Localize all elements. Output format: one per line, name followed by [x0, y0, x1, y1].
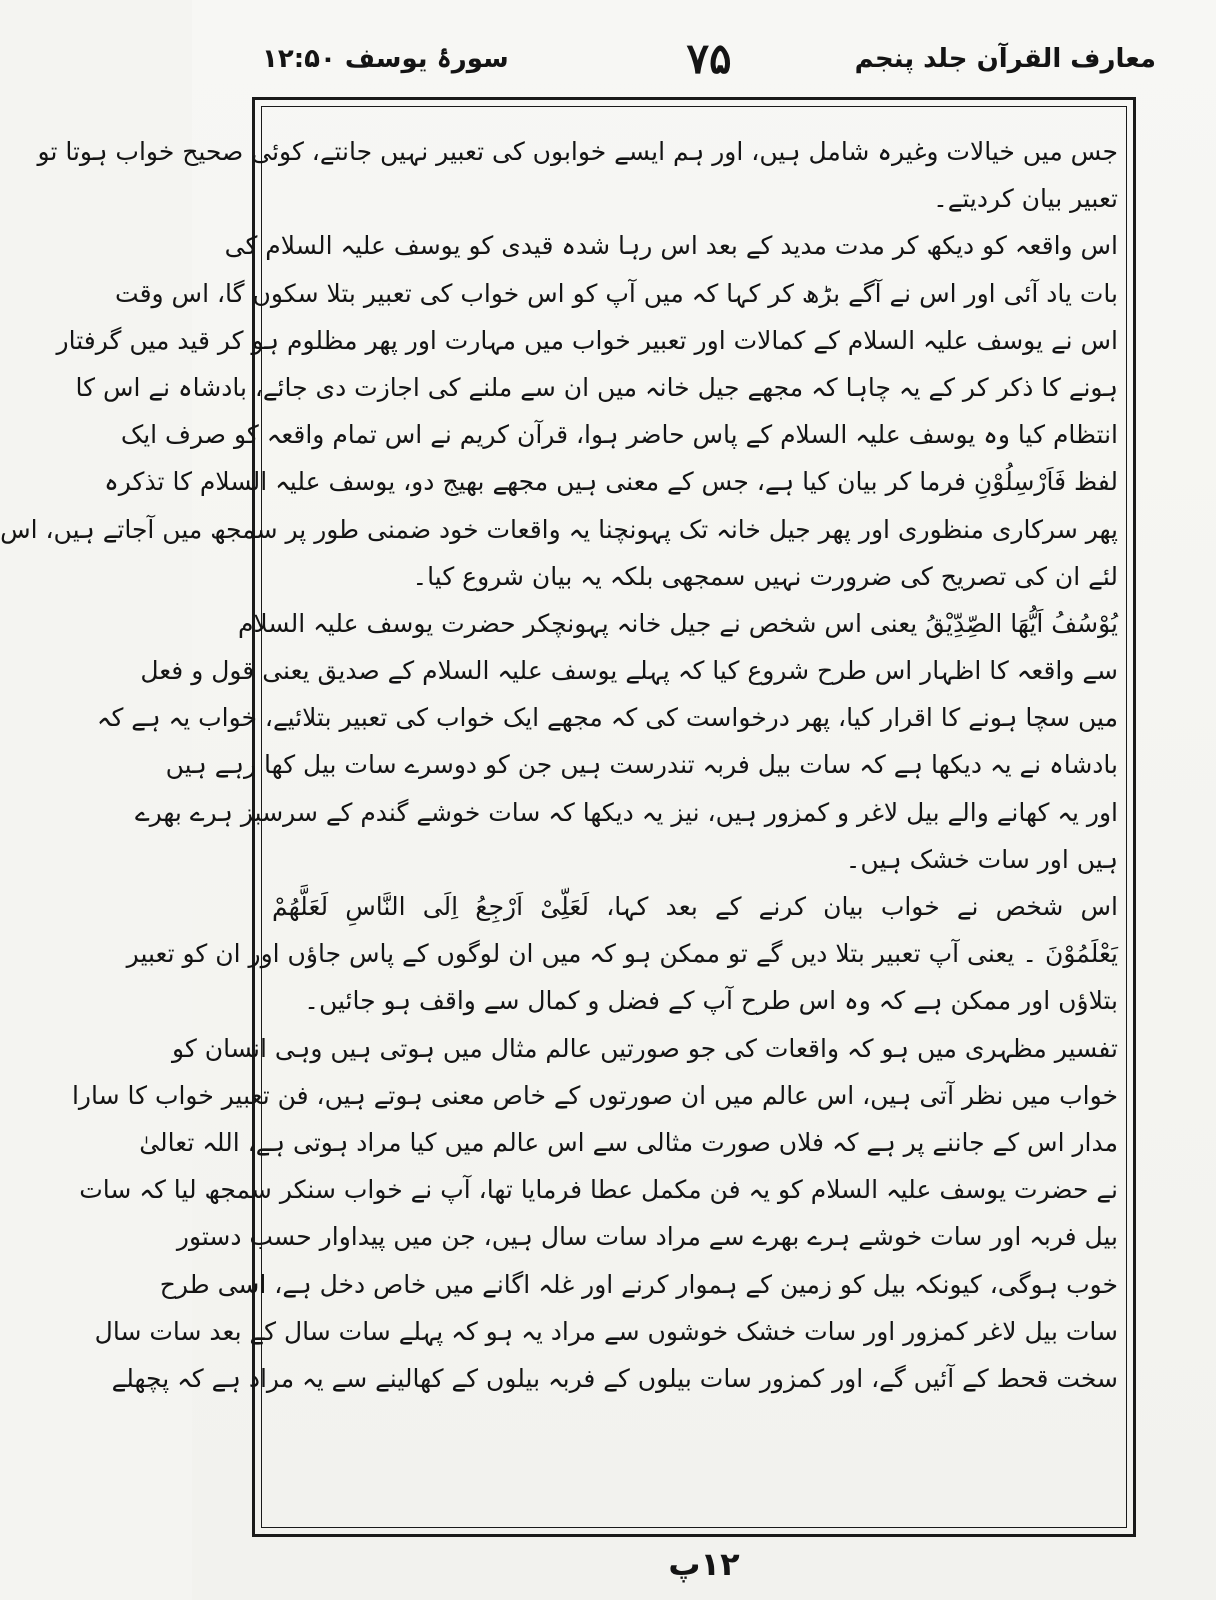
text-line: نے حضرت یوسف علیہ السلام کو یہ فن مکمل عطا فرمایا تھا، آپ نے خواب سنکر سمجھ لیا کہ سات — [79, 1175, 1118, 1205]
surah-reference: سورۂ یوسف ۱۲:۵۰ — [262, 44, 509, 74]
text-line: سے واقعہ کا اظہار اس طرح شروع کیا کہ پہلے یوسف علیہ السلام کے صدیق یعنی قول و فعل — [140, 656, 1118, 686]
running-header — [262, 34, 1156, 90]
text-line: سات بیل لاغر کمزور اور سات خشک خوشوں سے مراد یہ ہو کہ پہلے سات سال کے بعد سات سال — [94, 1316, 1118, 1346]
parah-marker: ۱۲پ — [668, 1545, 740, 1583]
text-line: بیل فربہ اور سات خوشے ہرے بھرے سے مراد سات سال ہیں، جن میں پیداوار حسب دستور — [176, 1222, 1118, 1252]
text-line: لئے ان کی تصریح کی ضرورت نہیں سمجھی بلکہ یہ بیان شروع کیا۔ — [412, 561, 1118, 591]
text-line: اس نے یوسف علیہ السلام کے کمالات اور تعبیر خواب میں مہارت اور پھر مظلوم ہو کر قید میں گرفتار — [56, 325, 1118, 355]
text-line: یَعْلَمُوْنَ ۔ یعنی آپ تعبیر بتلا دیں گے تو ممکن ہو کہ میں ان لوگوں کے پاس جاؤں اور ان کو تعبیر — [126, 939, 1118, 969]
text-line: مدار اس کے جاننے پر ہے کہ فلاں صورت مثالی سے اس عالم میں کیا مراد ہوتی ہے، اللہ تعالیٰ — [139, 1127, 1118, 1157]
text-line: بادشاہ نے یہ دیکھا ہے کہ سات بیل فربہ تندرست ہیں جن کو دوسرے سات بیل کھا رہے ہیں — [165, 750, 1118, 780]
text-line: پھر سرکاری منظوری اور پھر جیل خانہ تک پہونچنا یہ واقعات خود ضمنی طور پر سمجھ میں آجاتے ہیں، اس — [0, 514, 1118, 544]
text-line: میں سچا ہونے کا اقرار کیا، پھر درخواست کی کہ مجھے ایک خواب کی تعبیر بتلائیے، خواب یہ ہے کہ — [96, 703, 1118, 733]
text-line: یُوْسُفُ اَیُّهَا الصِّدِّيْقُ یعنی اس شخص نے جیل خانہ پہونچکر حضرت یوسف علیہ السلام — [237, 608, 1118, 638]
text-line: خوب ہوگی، کیونکہ بیل کو زمین کے ہموار کرنے اور غلہ اگانے میں خاص دخل ہے، اسی طرح — [159, 1269, 1118, 1299]
text-line: جس میں خیالات وغیرہ شامل ہیں، اور ہم ایسے خوابوں کی تعبیر نہیں جانتے، کوئی صحیح خواب ہوتا تو — [37, 137, 1118, 166]
text-line: ہونے کا ذکر کر کے یہ چاہا کہ مجھے جیل خانہ میں ان سے ملنے کی اجازت دی جائے، بادشاہ نے اس کا — [75, 372, 1118, 402]
text-line: اس شخص نے خواب بیان کرنے کے بعد کہا، لَعَلِّیْ اَرْجِعُ اِلَی النَّاسِ لَعَلَّهُمْ — [272, 892, 1118, 921]
text-line: انتظام کیا وہ یوسف علیہ السلام کے پاس حاضر ہوا، قرآن کریم نے اس تمام واقعہ کو صرف ایک — [120, 420, 1118, 450]
text-line: خواب میں نظر آتی ہیں، اس عالم میں ان صورتوں کے خاص معنی ہوتے ہیں، فن تعبیر خواب کا سارا — [71, 1080, 1118, 1110]
text-line: تعبیر بیان کردیتے۔ — [933, 184, 1118, 214]
body-text — [0, 128, 1118, 1524]
text-line: تفسیر مظہری میں ہو کہ واقعات کی جو صورتیں عالم مثال میں ہوتی ہیں وہی انسان کو — [171, 1033, 1118, 1063]
page-number: ۷۵ — [686, 34, 732, 83]
text-line: اور یہ کھانے والے بیل لاغر و کمزور ہیں، نیز یہ دیکھا کہ سات خوشے گندم کے سرسبز ہرے بھرے — [134, 797, 1118, 827]
book-title: معارف القرآن جلد پنجم — [854, 44, 1156, 74]
text-line: ہیں اور سات خشک ہیں۔ — [845, 844, 1118, 874]
text-line: لفظ فَاَرْسِلُوْنِ فرما کر بیان کیا ہے، جس کے معنی ہیں مجھے بھیج دو، یوسف علیہ السلام کا تذکرہ — [104, 467, 1118, 497]
text-line: سخت قحط کے آئیں گے، اور کمزور سات بیلوں کے فربہ بیلوں کے کھالینے سے یہ مراد ہے کہ پچھلے — [111, 1363, 1118, 1393]
text-line: اس واقعہ کو دیکھ کر مدت مدید کے بعد اس رہا شدہ قیدی کو یوسف علیہ السلام کی — [224, 231, 1118, 261]
text-line: بات یاد آئی اور اس نے آگے بڑھ کر کہا کہ میں آپ کو اس خواب کی تعبیر بتلا سکوں گا، اس وقت — [115, 278, 1118, 308]
text-line: بتلاؤں اور ممکن ہے کہ وہ اس طرح آپ کے فضل و کمال سے واقف ہو جائیں۔ — [304, 986, 1118, 1016]
